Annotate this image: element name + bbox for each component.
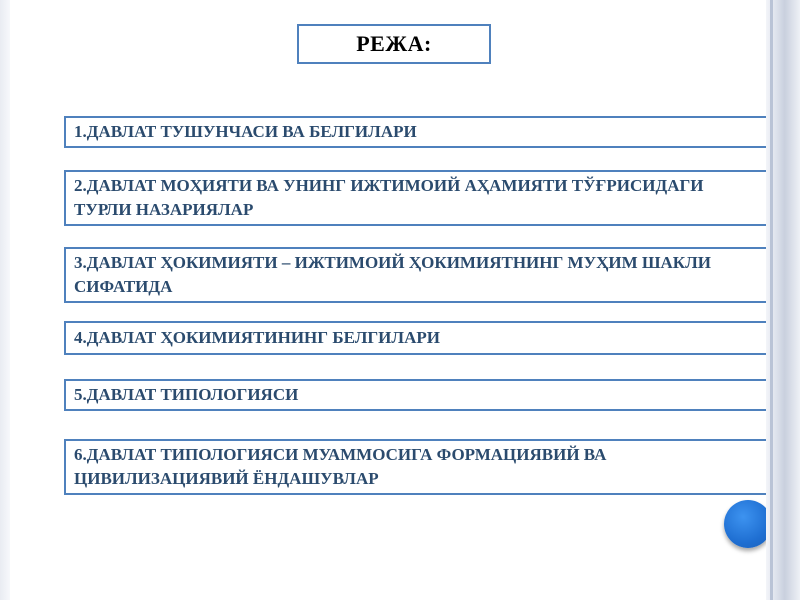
plan-item-text: 3.ДАВЛАТ ҲОКИМИЯТИ – ИЖТИМОИЙ ҲОКИМИЯТНИНГ МУҲИМ ШАКЛИ СИФАТИДА [74,253,712,296]
plan-item-text: 4.ДАВЛАТ ҲОКИМИЯТИНИНГ БЕЛГИЛАРИ [74,328,440,347]
plan-item-4 [64,321,772,355]
right-frame-border [766,0,800,600]
plan-item-text: 6.ДАВЛАТ ТИПОЛОГИЯСИ МУАММОСИГА ФОРМАЦИЯВИЙ ВА ЦИВИЛИЗАЦИЯВИЙ ЁНДАШУВЛАР [74,445,607,488]
slide [10,0,766,600]
title-box [297,24,491,64]
plan-item-text: 5.ДАВЛАТ ТИПОЛОГИЯСИ [74,385,299,404]
slide-title: РЕЖА: [356,31,432,56]
plan-item-5 [64,379,772,411]
plan-item-6 [64,439,772,495]
plan-item-text: 2.ДАВЛАТ МОҲИЯТИ ВА УНИНГ ИЖТИМОИЙ АҲАМИЯТИ ТЎҒРИСИДАГИ ТУРЛИ НАЗАРИЯЛАР [74,176,704,219]
plan-item-3 [64,247,772,303]
plan-item-2 [64,170,772,226]
nav-circle-button[interactable] [724,500,772,548]
plan-item-text: 1.ДАВЛАТ ТУШУНЧАСИ ВА БЕЛГИЛАРИ [74,122,417,141]
plan-item-1 [64,116,772,148]
left-frame-border [0,0,10,600]
